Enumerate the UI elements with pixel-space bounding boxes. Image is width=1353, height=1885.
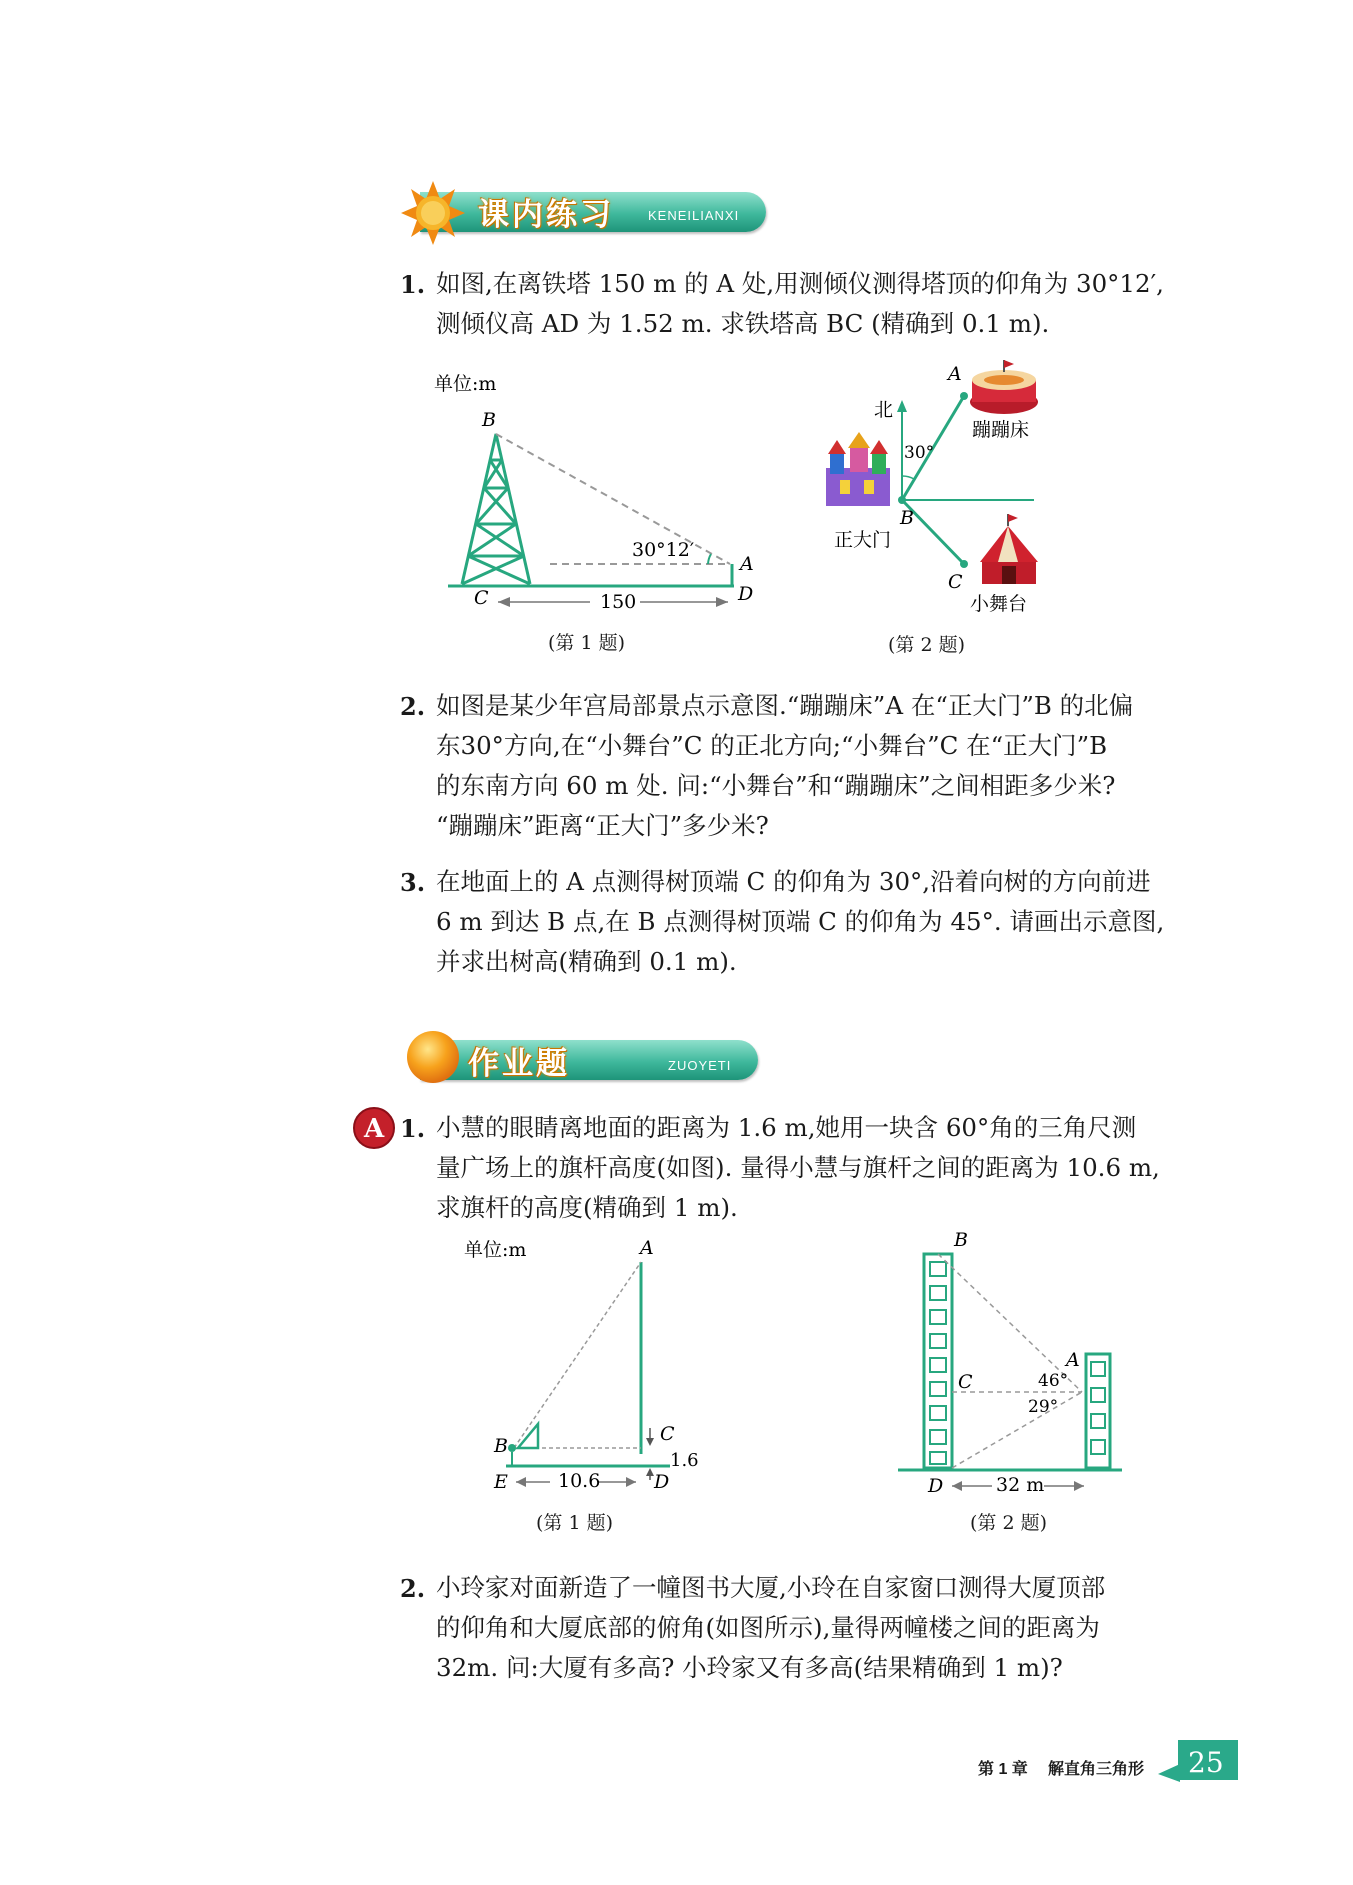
- chapter-number: 第 1 章: [978, 1761, 1028, 1778]
- problem-text: [436, 1568, 1186, 1688]
- angle-label: 30°12′: [632, 539, 695, 561]
- depression-angle-label: 29°: [1028, 1397, 1059, 1417]
- figure-tower: [420, 360, 790, 620]
- label-A: A: [640, 1237, 654, 1259]
- label-B: B: [482, 409, 496, 431]
- stage-icon: [980, 514, 1038, 584]
- label-C: C: [660, 1423, 675, 1445]
- label-B: B: [900, 507, 914, 529]
- stage-label: 小舞台: [970, 593, 1028, 615]
- label-C: C: [948, 571, 963, 593]
- unit-label: 单位:m: [434, 373, 497, 395]
- level-a-badge: [352, 1106, 398, 1152]
- text-line: “蹦蹦床”距离“正大门”多少米?: [436, 811, 769, 840]
- problem-number: 1.: [400, 1114, 426, 1143]
- figure-caption: (第 1 题): [548, 632, 625, 654]
- text-line: 的仰角和大厦底部的俯角(如图所示),量得两幢楼之间的距离为: [436, 1613, 1100, 1642]
- figure-caption: (第 1 题): [536, 1512, 613, 1534]
- text-line: 的东南方向 60 m 处. 问:“小舞台”和“蹦蹦床”之间相距多少米?: [436, 771, 1116, 800]
- text-line: 6 m 到达 B 点,在 B 点测得树顶端 C 的仰角为 45°. 请画出示意图,: [436, 907, 1165, 936]
- sun-icon: [400, 180, 466, 246]
- figure-flagpole: [450, 1230, 730, 1490]
- banner-subtitle: ZUOYETI: [668, 1058, 732, 1073]
- label-C: C: [474, 587, 489, 609]
- text-line: 测倾仪高 AD 为 1.52 m. 求铁塔高 BC (精确到 0.1 m).: [436, 309, 1050, 338]
- problem-number: 3.: [400, 868, 426, 897]
- level-badge-letter: A: [364, 1114, 385, 1144]
- north-label: 北: [874, 399, 894, 421]
- text-line: 小玲家对面新造了一幢图书大厦,小玲在自家窗口测得大厦顶部: [436, 1573, 1106, 1602]
- unit-label: 单位:m: [464, 1239, 527, 1261]
- orb-icon: [402, 1026, 464, 1088]
- height-label: 1.6: [670, 1450, 699, 1471]
- distance-label: 32 m: [996, 1474, 1045, 1494]
- gate-label: 正大门: [834, 529, 892, 551]
- banner-subtitle: KENEILIANXI: [648, 208, 740, 223]
- figure-caption: (第 2 题): [888, 634, 965, 656]
- person-icon: [508, 1444, 516, 1466]
- problem-text: [436, 862, 1186, 982]
- label-B: B: [954, 1229, 968, 1251]
- problem-number: 2.: [400, 1574, 426, 1603]
- tower-icon: [462, 434, 530, 584]
- distance-label: 150: [600, 591, 637, 613]
- banner-title: 作业题: [468, 1046, 570, 1082]
- problem-text: [436, 686, 1186, 846]
- text-line: 量广场上的旗杆高度(如图). 量得小慧与旗杆之间的距离为 10.6 m,: [436, 1153, 1160, 1182]
- problem-text: [436, 264, 1186, 344]
- text-line: 如图是某少年宫局部景点示意图.“蹦蹦床”A 在“正大门”B 的北偏: [436, 691, 1134, 720]
- text-line: 并求出树高(精确到 0.1 m).: [436, 947, 737, 976]
- angle-label: 30°: [904, 443, 935, 463]
- text-line: 求旗杆的高度(精确到 1 m).: [436, 1193, 738, 1222]
- page-number: 25: [1188, 1746, 1224, 1779]
- gate-icon: [826, 432, 890, 506]
- text-line: 如图,在离铁塔 150 m 的 A 处,用测倾仪测得塔顶的仰角为 30°12′,: [436, 269, 1164, 298]
- home-building: [1086, 1354, 1110, 1468]
- text-line: 在地面上的 A 点测得树顶端 C 的仰角为 30°,沿着向树的方向前进: [436, 867, 1151, 896]
- problem-number: 1.: [400, 270, 426, 299]
- text-line: 东30°方向,在“小舞台”C 的正北方向;“小舞台”C 在“正大门”B: [436, 731, 1108, 760]
- text-line: 32m. 问:大厦有多高? 小玲家又有多高(结果精确到 1 m)?: [436, 1653, 1063, 1682]
- trampoline-label: 蹦蹦床: [972, 419, 1030, 441]
- label-A: A: [1066, 1349, 1080, 1371]
- elevation-angle-label: 46°: [1038, 1371, 1069, 1391]
- label-E: E: [494, 1471, 508, 1490]
- figure-caption: (第 2 题): [970, 1512, 1047, 1534]
- problem-number: 2.: [400, 692, 426, 721]
- label-B: B: [494, 1435, 508, 1457]
- chapter-title: 解直角三角形: [1048, 1761, 1145, 1778]
- label-D: D: [654, 1471, 670, 1490]
- label-D: D: [928, 1475, 944, 1494]
- label-D: D: [738, 583, 754, 605]
- page-number-tab: [1158, 1738, 1240, 1784]
- figure-buildings: [896, 1224, 1136, 1494]
- library-building: [924, 1254, 952, 1468]
- trampoline-icon: [970, 360, 1038, 414]
- problem-text: [436, 1108, 1186, 1228]
- distance-label: 10.6: [558, 1470, 601, 1490]
- label-A: A: [948, 363, 962, 385]
- label-A: A: [740, 553, 754, 575]
- figure-park-map: [812, 356, 1052, 626]
- label-C: C: [958, 1371, 973, 1393]
- text-line: 小慧的眼睛离地面的距离为 1.6 m,她用一块含 60°角的三角尺测: [436, 1113, 1137, 1142]
- banner-title: 课内练习: [478, 197, 614, 233]
